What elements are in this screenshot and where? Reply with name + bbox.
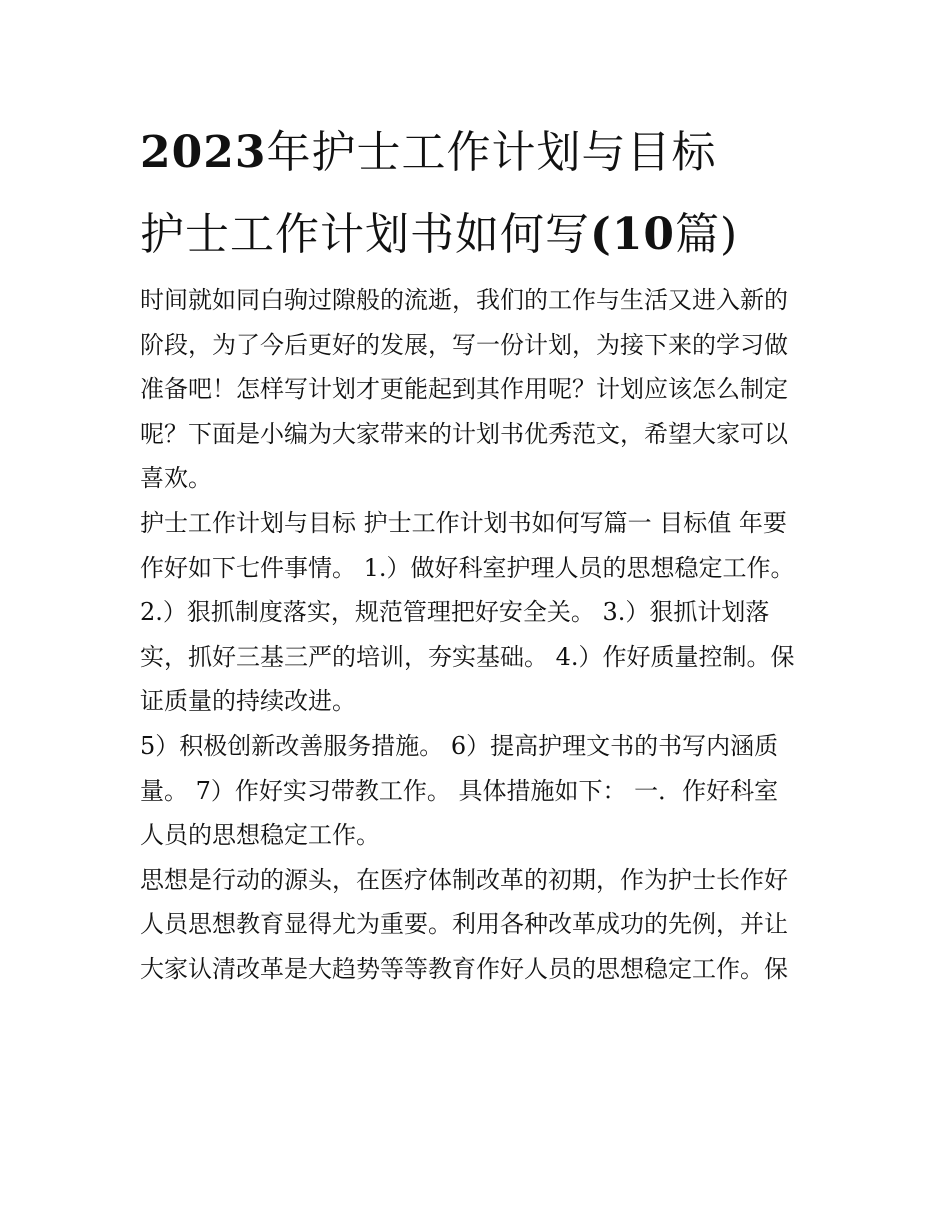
- paragraph-intro: [140, 278, 812, 501]
- paragraph-line: 阶段，为了今后更好的发展，写一份计划，为接下来的学习做: [140, 330, 788, 359]
- title-line-2-text: 护士工作计划书如何写: [140, 209, 590, 260]
- paragraph-line: 5）积极创新改善服务措施。 6）提高护理文书的书写内涵质: [140, 731, 779, 760]
- document-body: [140, 278, 812, 992]
- paragraph-line: 人员的思想稳定工作。: [140, 821, 380, 850]
- document-title: [140, 112, 820, 276]
- paragraph-line: 量。 7）作好实习带教工作。 具体措施如下： 一．作好科室: [140, 776, 779, 805]
- title-count: (10: [590, 209, 676, 260]
- paragraph-line: 2.）狠抓制度落实，规范管理把好安全关。 3.）狠抓计划落: [140, 598, 770, 627]
- paragraph-line: 思想是行动的源头，在医疗体制改革的初期，作为护士长作好: [140, 865, 788, 894]
- paragraph-line: 作好如下七件事情。 1.）做好科室护理人员的思想稳定工作。: [140, 553, 795, 582]
- paragraph-line: 人员思想教育显得尤为重要。利用各种改革成功的先例，并让: [140, 910, 788, 939]
- paragraph-line: 喜欢。: [140, 464, 212, 493]
- paragraph-line: 时间就如同白驹过隙般的流逝，我们的工作与生活又进入新的: [140, 286, 788, 314]
- paragraph-line: 护士工作计划与目标 护士工作计划书如何写篇一 目标值 年要: [140, 508, 787, 537]
- paragraph-line: 呢？下面是小编为大家带来的计划书优秀范文，希望大家可以: [140, 419, 788, 448]
- paragraph-line: 证质量的持续改进。: [140, 687, 356, 716]
- title-line-1: [140, 112, 820, 194]
- paragraph-measures: [140, 724, 812, 858]
- title-year: 2023: [140, 127, 267, 178]
- title-line-2: [140, 194, 820, 276]
- title-line-1-text: 年护士工作计划与目标: [266, 127, 717, 178]
- paragraph-line: 准备吧！怎样写计划才更能起到其作用呢？计划应该怎么制定: [140, 375, 788, 404]
- paragraph-line: 大家认清改革是大趋势等等教育作好人员的思想稳定工作。保: [140, 954, 788, 983]
- paragraph-goals: [140, 501, 812, 724]
- paragraph-thought: [140, 858, 812, 992]
- title-line-2-end: 篇): [675, 209, 739, 260]
- paragraph-line: 实，抓好三基三严的培训，夯实基础。 4.）作好质量控制。保: [140, 642, 795, 671]
